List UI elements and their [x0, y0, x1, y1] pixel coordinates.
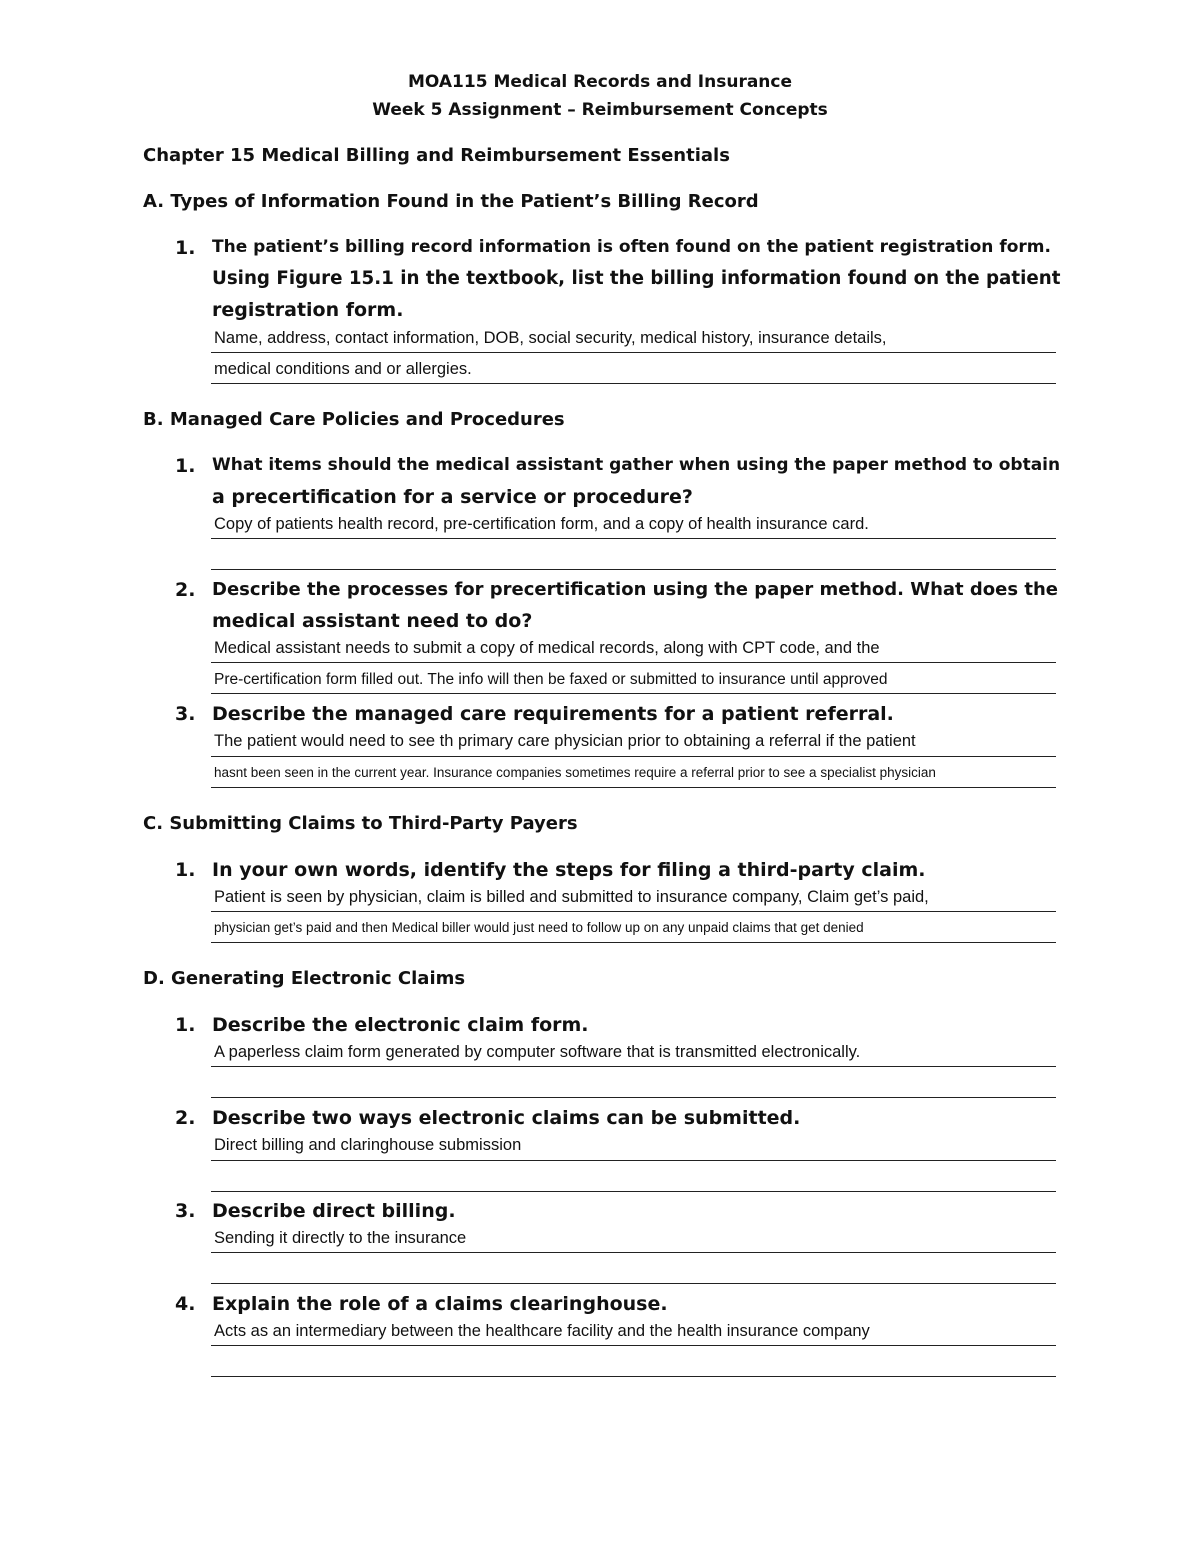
assignment-title: Week 5 Assignment – Reimbursement Concepts: [372, 100, 828, 120]
answer-text: medical conditions and or allergies.: [214, 360, 472, 378]
answer-line: [211, 1376, 1056, 1377]
answer-line: [211, 383, 1056, 384]
answer-line: [211, 538, 1056, 539]
answer-text: A paperless claim form generated by computer software that is transmitted electronically.: [214, 1043, 861, 1061]
answer-line: [211, 756, 1056, 757]
answer-text: Pre-certification form filled out. The info will then be faxed or submitted to insurance until approved: [214, 671, 888, 688]
course-title: MOA115 Medical Records and Insurance: [407, 72, 793, 92]
answer-line: [211, 911, 1056, 912]
answer-line: [211, 1160, 1056, 1161]
section-d-title: D. Generating Electronic Claims: [143, 968, 466, 989]
question-text: medical assistant need to do?: [212, 610, 533, 632]
question-text: Describe the processes for precertification using the paper method. What does the: [212, 579, 1058, 600]
answer-text: Acts as an intermediary between the healthcare facility and the health insurance company: [214, 1322, 870, 1340]
answer-text: hasnt been seen in the current year. Insurance companies sometimes require a referral prior to see a specialist physician: [214, 765, 936, 780]
question-text: What items should the medical assistant gather when using the paper method to obtain: [212, 455, 1061, 475]
section-b-title: B. Managed Care Policies and Procedures: [143, 409, 565, 430]
answer-text: Medical assistant needs to submit a copy of medical records, along with CPT code, and the: [214, 639, 880, 657]
question-number: 1.: [175, 455, 196, 477]
answer-line: [211, 693, 1056, 694]
question-text: a precertification for a service or procedure?: [212, 486, 693, 508]
answer-text: Patient is seen by physician, claim is billed and submitted to insurance company, Claim get’s paid,: [214, 888, 929, 906]
answer-text: Direct billing and claringhouse submission: [214, 1136, 522, 1154]
question-number: 3.: [175, 703, 196, 725]
answer-text: Name, address, contact information, DOB, social security, medical history, insurance details,: [214, 329, 887, 347]
question-number: 4.: [175, 1293, 196, 1315]
chapter-title: Chapter 15 Medical Billing and Reimbursement Essentials: [143, 145, 730, 166]
question-text: Describe the electronic claim form.: [212, 1014, 589, 1036]
question-number: 2.: [175, 1107, 196, 1129]
answer-line: [211, 942, 1056, 943]
answer-line: [211, 1097, 1056, 1098]
question-text: Using Figure 15.1 in the textbook, list the billing information found on the patient: [212, 268, 1061, 289]
question-text: Describe direct billing.: [212, 1200, 456, 1222]
section-a-title: A. Types of Information Found in the Patient’s Billing Record: [143, 191, 759, 212]
answer-text: The patient would need to see th primary care physician prior to obtaining a referral if the patient: [214, 732, 916, 750]
question-text: Explain the role of a claims clearinghouse.: [212, 1293, 668, 1315]
answer-text: physician get’s paid and then Medical biller would just need to follow up on any unpaid claims that get denied: [214, 920, 864, 935]
question-number: 1.: [175, 1014, 196, 1036]
answer-line: [211, 787, 1056, 788]
question-text: Describe the managed care requirements for a patient referral.: [212, 703, 894, 725]
answer-line: [211, 1345, 1056, 1346]
question-number: 1.: [175, 859, 196, 881]
question-number: 1.: [175, 237, 196, 259]
answer-line: [211, 352, 1056, 353]
section-c-title: C. Submitting Claims to Third-Party Payers: [143, 813, 578, 834]
question-number: 3.: [175, 1200, 196, 1222]
answer-line: [211, 569, 1056, 570]
answer-line: [211, 1252, 1056, 1253]
answer-line: [211, 1066, 1056, 1067]
question-text: Describe two ways electronic claims can be submitted.: [212, 1107, 801, 1129]
question-text: registration form.: [212, 299, 404, 321]
answer-text: Sending it directly to the insurance: [214, 1229, 467, 1247]
answer-line: [211, 1283, 1056, 1284]
answer-text: Copy of patients health record, pre-certification form, and a copy of health insurance card.: [214, 515, 869, 533]
answer-line: [211, 1191, 1056, 1192]
answer-line: [211, 662, 1056, 663]
question-number: 2.: [175, 579, 196, 601]
question-text: The patient’s billing record information is often found on the patient registration form.: [212, 237, 1051, 257]
question-text: In your own words, identify the steps for filing a third-party claim.: [212, 859, 926, 881]
